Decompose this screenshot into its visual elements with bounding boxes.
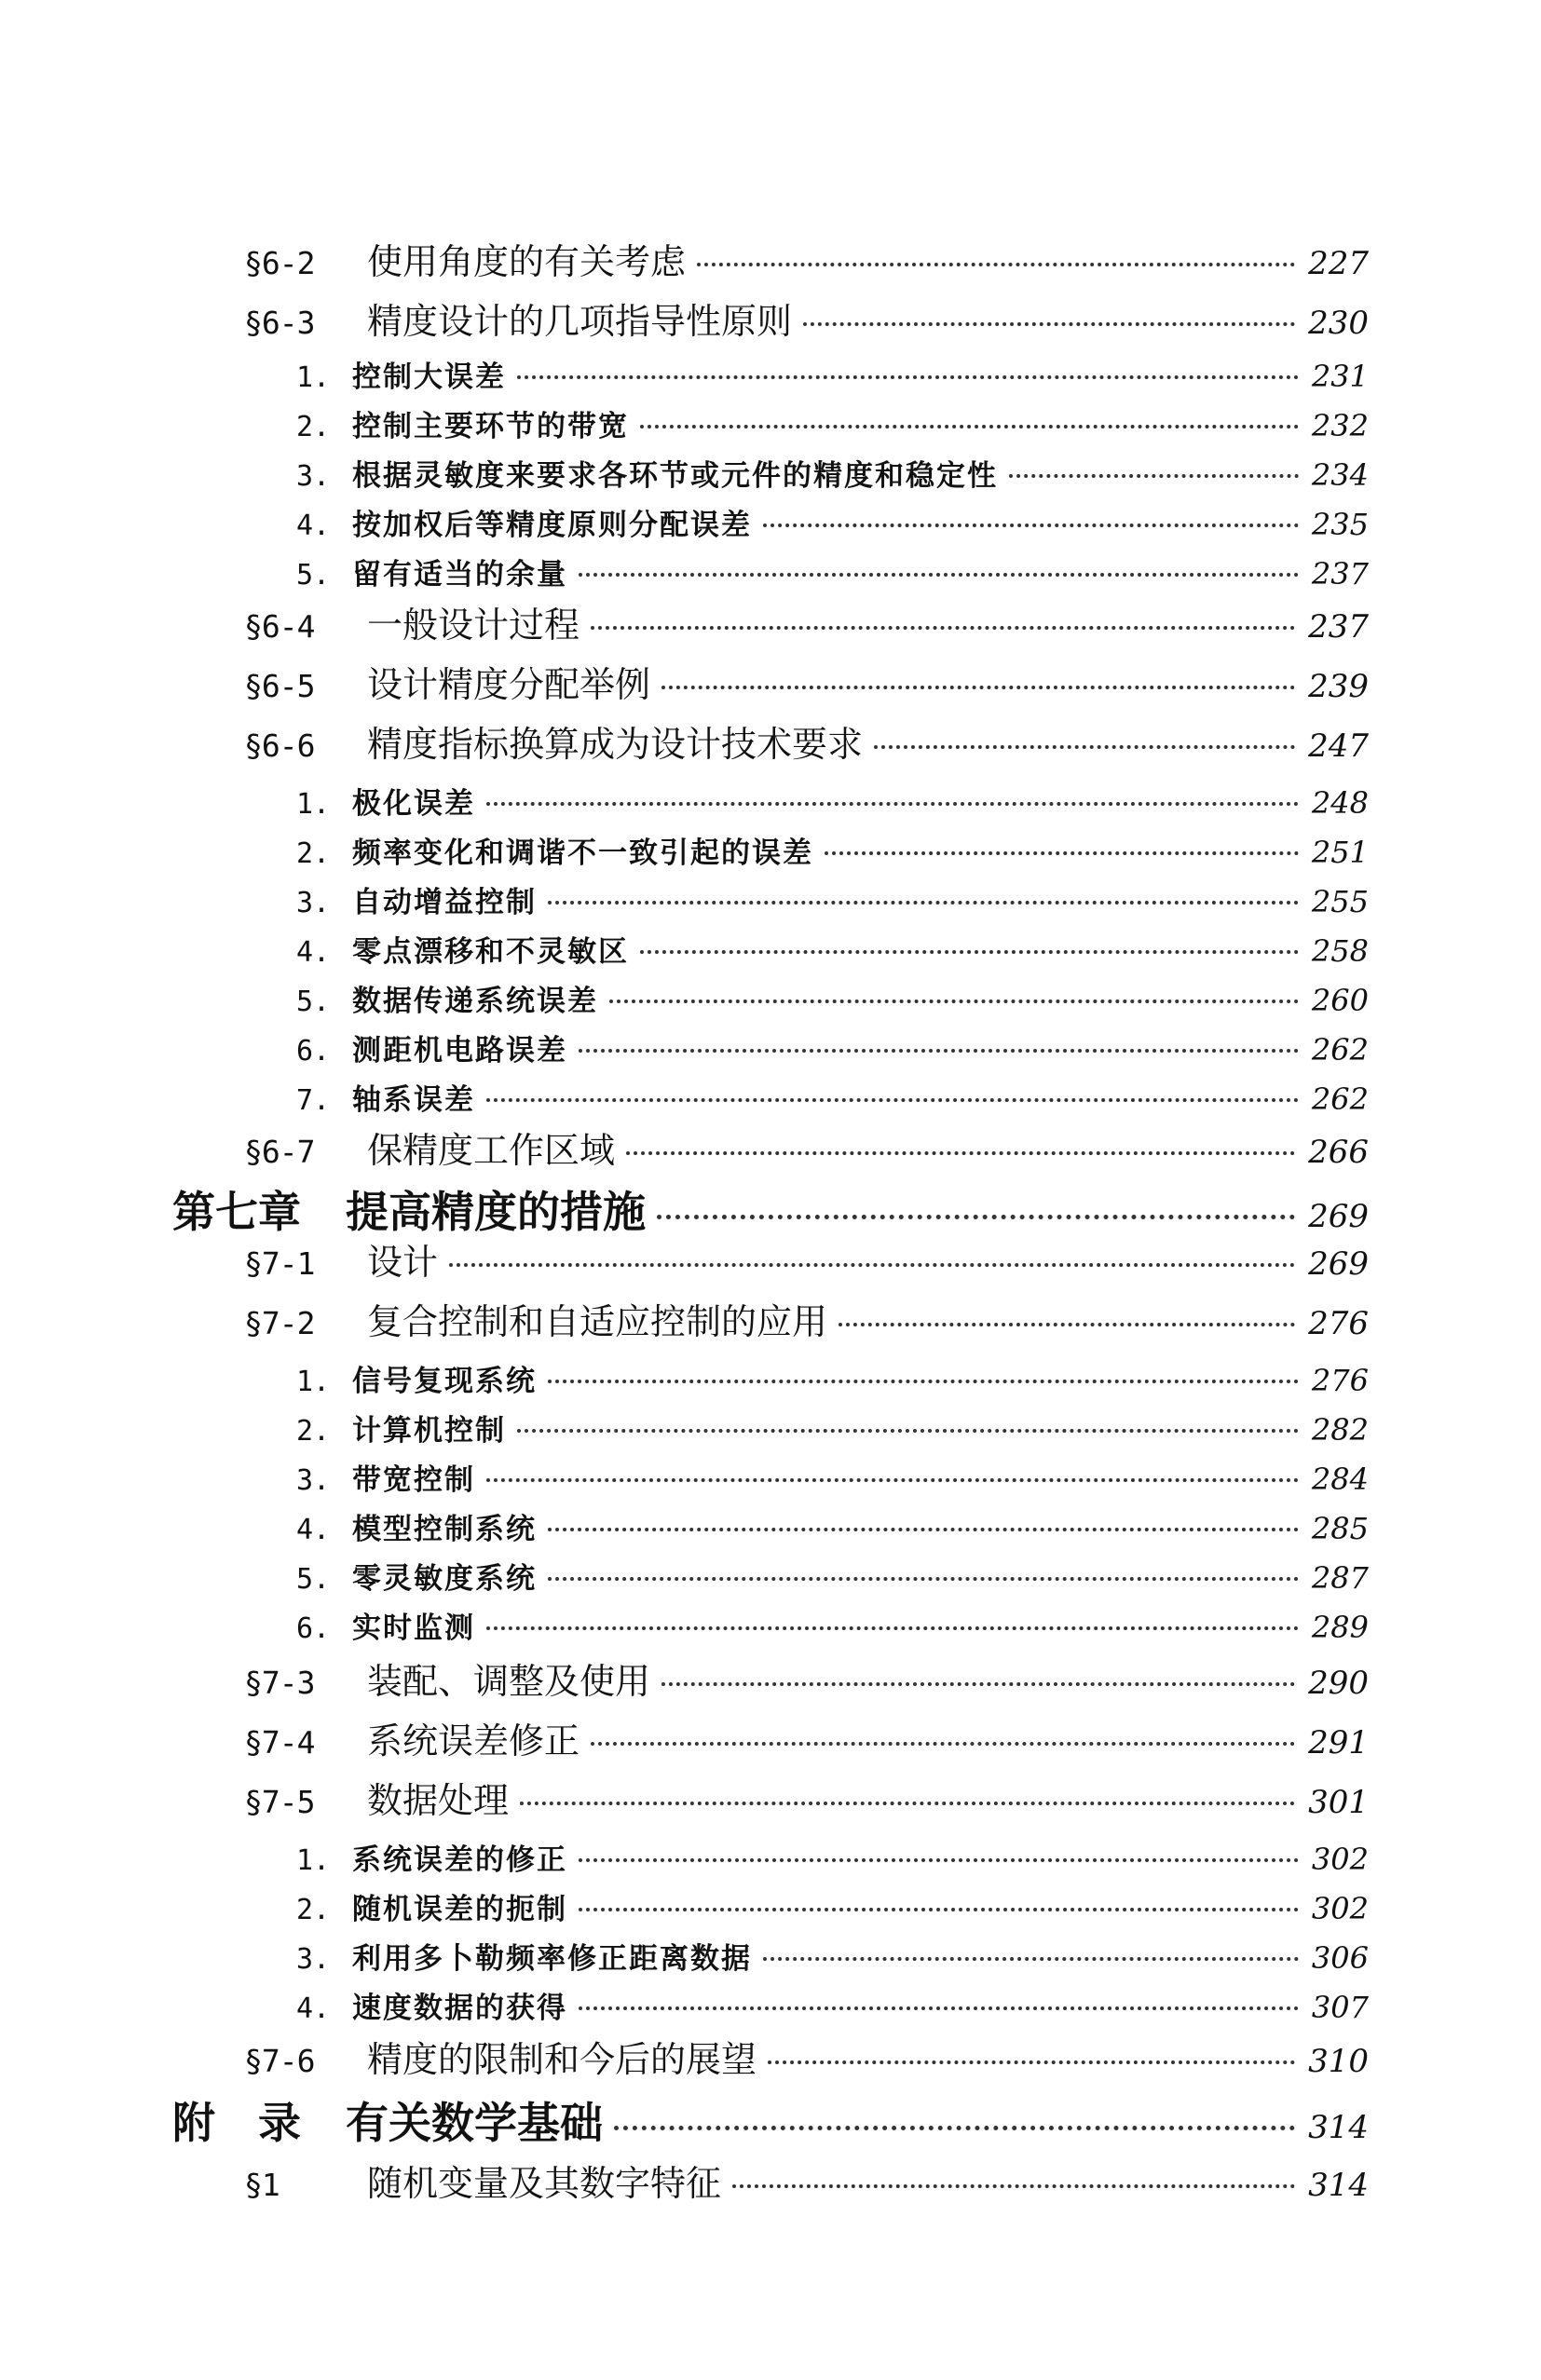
toc-subsection <box>296 1844 1369 1875</box>
toc-page-number: 232 <box>1311 408 1369 443</box>
toc-entry-title: 模型控制系统 <box>352 1513 537 1546</box>
toc-subsection <box>296 1412 1369 1448</box>
toc-entry-number: §7-6 <box>244 2043 315 2079</box>
toc-entry-title: 随机误差的扼制 <box>352 1893 567 1926</box>
dot-leader <box>548 1380 1299 1383</box>
dot-leader <box>697 263 1295 266</box>
toc-page-number: 302 <box>1311 1842 1369 1877</box>
toc-page-number: 291 <box>1308 1724 1369 1761</box>
dot-leader <box>591 1742 1295 1746</box>
toc-entry-number: 4. <box>296 936 331 969</box>
toc-page-number: 276 <box>1308 1305 1369 1342</box>
toc-entry-title: 系统误差的修正 <box>352 1843 567 1877</box>
toc-entry-number: 4. <box>296 510 331 542</box>
dot-leader <box>661 1682 1295 1686</box>
toc-entry-title: 实时监测 <box>352 1612 475 1645</box>
toc-subsection <box>296 1363 1369 1398</box>
toc-subsection <box>296 457 1369 493</box>
toc-entry-number: §1 <box>244 2167 280 2203</box>
toc-section <box>244 724 1369 765</box>
dot-leader <box>486 1098 1299 1102</box>
dot-leader <box>486 802 1299 806</box>
toc-page-number: 237 <box>1311 556 1369 592</box>
toc-entry-title: 频率变化和调谐不一致引起的误差 <box>352 836 813 870</box>
dot-leader <box>449 1263 1295 1267</box>
toc-entry-title: 测距机电路误差 <box>352 1034 567 1068</box>
toc-page-number: 237 <box>1308 608 1369 646</box>
toc-section <box>244 1130 1369 1171</box>
toc-entry-number: 6. <box>296 1612 331 1645</box>
toc-page-number: 247 <box>1308 728 1369 765</box>
toc-page-number: 269 <box>1308 1245 1369 1283</box>
toc-entry-number: 3. <box>296 1943 331 1976</box>
toc-page-number: 255 <box>1311 884 1369 919</box>
toc-chapter <box>172 1187 1369 1237</box>
toc-entry-number: 附 录 <box>172 2098 301 2148</box>
dot-leader <box>520 1802 1295 1805</box>
toc-page-number: 310 <box>1308 2043 1369 2080</box>
dot-leader <box>486 1478 1299 1482</box>
toc-entry-number: 5. <box>296 986 331 1018</box>
toc-page-number: 262 <box>1311 1081 1369 1117</box>
toc-page-number: 284 <box>1311 1462 1369 1497</box>
toc-entry-number: 3. <box>296 1464 331 1497</box>
dot-leader <box>763 524 1299 527</box>
toc-section <box>244 1720 1369 1761</box>
toc-entry-title: 控制主要环节的带宽 <box>352 410 629 443</box>
toc-entry-number: §6-5 <box>244 668 315 704</box>
toc-subsection <box>296 1560 1369 1596</box>
toc-subsection <box>296 1464 1369 1495</box>
toc-entry-number: §6-6 <box>244 728 315 764</box>
toc-entry-title: 设计 <box>367 1242 439 1283</box>
toc-entry-number: 2. <box>296 837 331 870</box>
toc-section <box>244 1242 1369 1283</box>
toc-page-number: 231 <box>1311 359 1369 394</box>
dot-leader <box>548 901 1299 904</box>
toc-entry-title: 数据传递系统误差 <box>352 985 598 1018</box>
toc-section <box>244 1661 1369 1702</box>
toc-entry-number: 1. <box>296 788 331 821</box>
toc-page-number: 282 <box>1311 1412 1369 1448</box>
toc-section <box>244 1780 1369 1821</box>
toc-entry-number: 1. <box>296 1366 331 1398</box>
toc-entry-number: 第七章 <box>172 1187 301 1237</box>
dot-leader <box>803 322 1295 326</box>
toc-page-number: 262 <box>1311 1032 1369 1068</box>
toc-page-number: 314 <box>1308 2167 1369 2204</box>
toc-entry-number: 3. <box>296 887 331 919</box>
toc-section <box>244 2039 1369 2080</box>
toc-subsection <box>296 884 1369 919</box>
toc-page-number: 260 <box>1311 983 1369 1018</box>
toc-entry-number: 2. <box>296 1894 331 1926</box>
toc-entry-title: 设计精度分配举例 <box>367 664 651 705</box>
toc-subsection <box>296 785 1369 821</box>
toc-subsection <box>296 507 1369 542</box>
toc-page-number: 276 <box>1311 1363 1369 1398</box>
toc-page-number: 227 <box>1308 245 1369 282</box>
toc-page-number: 307 <box>1311 1990 1369 2025</box>
toc-entry-title: 计算机控制 <box>352 1414 506 1448</box>
toc-page-number: 302 <box>1311 1891 1369 1926</box>
toc-entry-title: 控制大误差 <box>352 360 506 394</box>
toc-section <box>244 605 1369 646</box>
toc-entry-title: 系统误差修正 <box>367 1720 580 1761</box>
toc-entry-number: §7-5 <box>244 1784 315 1820</box>
toc-subsection <box>296 1081 1369 1117</box>
dot-leader <box>763 1957 1299 1961</box>
toc-section <box>244 241 1369 282</box>
toc-entry-number: 2. <box>296 1415 331 1448</box>
dot-leader <box>548 1577 1299 1581</box>
toc-subsection <box>296 408 1369 443</box>
dot-leader <box>640 425 1299 428</box>
toc-entry-number: 3. <box>296 460 331 493</box>
toc-chapter <box>172 2098 1369 2148</box>
toc-entry-number: §6-7 <box>244 1134 315 1170</box>
toc-entry-number: 2. <box>296 411 331 443</box>
toc-subsection <box>296 933 1369 969</box>
dot-leader <box>517 375 1299 379</box>
toc-entry-number: 1. <box>296 361 331 394</box>
dot-leader <box>657 1215 1295 1219</box>
toc-page-number: 248 <box>1311 785 1369 821</box>
toc-entry-title: 精度指标换算成为设计技术要求 <box>367 724 864 765</box>
toc-section <box>244 1301 1369 1342</box>
dot-leader <box>874 745 1295 749</box>
dot-leader <box>517 1429 1299 1433</box>
toc-entry-title: 有关数学基础 <box>346 2098 603 2148</box>
toc-entry-title: 复合控制和自适应控制的应用 <box>367 1301 828 1342</box>
dot-leader <box>486 1626 1299 1630</box>
toc-entry-title: 极化误差 <box>352 787 475 821</box>
toc-subsection <box>296 1511 1369 1546</box>
dot-leader <box>661 686 1295 689</box>
dot-leader <box>1009 474 1299 478</box>
toc-page-number: 251 <box>1311 835 1369 870</box>
toc-subsection <box>296 1032 1369 1068</box>
toc-subsection <box>296 1891 1369 1926</box>
toc-entry-number: 7. <box>296 1084 331 1117</box>
dot-leader <box>732 2184 1295 2188</box>
dot-leader <box>579 1049 1299 1053</box>
toc-entry-number: 5. <box>296 1563 331 1596</box>
toc-entry-title: 随机变量及其数字特征 <box>367 2163 722 2204</box>
toc-entry-title: 零灵敏度系统 <box>352 1562 537 1596</box>
toc-entry-title: 精度设计的几项指导性原则 <box>367 301 793 342</box>
toc-entry-number: 1. <box>296 1844 331 1877</box>
toc-subsection <box>296 983 1369 1018</box>
toc-page-number: 289 <box>1311 1610 1369 1645</box>
dot-leader <box>579 2006 1299 2010</box>
toc-page-number: 235 <box>1311 507 1369 542</box>
dot-leader <box>839 1323 1295 1326</box>
dot-leader <box>609 1000 1299 1003</box>
dot-leader <box>626 1151 1295 1155</box>
toc-page-number: 301 <box>1308 1784 1369 1821</box>
toc-page-number: 285 <box>1311 1511 1369 1546</box>
dot-leader <box>591 626 1295 630</box>
toc-page-number: 306 <box>1311 1940 1369 1976</box>
toc-entry-title: 轴系误差 <box>352 1083 475 1117</box>
toc-entry-title: 一般设计过程 <box>367 605 580 646</box>
toc-page-number: 266 <box>1308 1134 1369 1171</box>
toc-entry-title: 精度的限制和今后的展望 <box>367 2039 757 2080</box>
toc-entry-title: 利用多卜勒频率修正距离数据 <box>352 1942 752 1976</box>
toc-entry-number: §7-4 <box>244 1724 315 1761</box>
toc-entry-title: 留有适当的余量 <box>352 558 567 592</box>
dot-leader <box>640 950 1299 954</box>
toc-subsection <box>296 837 1369 868</box>
toc-page-number: 314 <box>1308 2109 1369 2146</box>
dot-leader <box>614 2126 1295 2130</box>
dot-leader <box>548 1528 1299 1531</box>
toc-page-number: 234 <box>1311 457 1369 493</box>
toc-entry-number: §7-1 <box>244 1245 315 1282</box>
toc-entry-number: 4. <box>296 1514 331 1546</box>
toc-page-number: 239 <box>1308 668 1369 705</box>
toc-entry-number: 6. <box>296 1035 331 1068</box>
toc-subsection <box>296 1940 1369 1976</box>
toc-entry-title: 装配、调整及使用 <box>367 1661 651 1702</box>
toc-section <box>244 664 1369 705</box>
toc-subsection <box>296 1992 1369 2023</box>
toc-entry-title: 速度数据的获得 <box>352 1992 567 2025</box>
toc-entry-title: 提高精度的措施 <box>346 1187 646 1237</box>
toc-entry-title: 带宽控制 <box>352 1463 475 1497</box>
toc-entry-title: 使用角度的有关考虑 <box>367 241 687 282</box>
toc-entry-title: 数据处理 <box>367 1780 510 1821</box>
toc-subsection <box>296 556 1369 592</box>
toc-page-number: 290 <box>1308 1665 1369 1702</box>
dot-leader <box>768 2060 1295 2064</box>
toc-entry-number: §6-4 <box>244 608 315 645</box>
toc-entry-title: 自动增益控制 <box>352 886 537 919</box>
toc-page-number: 230 <box>1308 305 1369 342</box>
toc-section <box>244 301 1369 342</box>
toc-entry-title: 按加权后等精度原则分配误差 <box>352 509 752 542</box>
toc-page-number: 287 <box>1311 1560 1369 1596</box>
toc-entry-number: §7-2 <box>244 1305 315 1341</box>
toc-subsection <box>296 1612 1369 1643</box>
toc-page-number: 269 <box>1308 1198 1369 1235</box>
toc-entry-number: 5. <box>296 559 331 592</box>
dot-leader <box>579 1908 1299 1911</box>
toc-entry-number: §7-3 <box>244 1665 315 1701</box>
dot-leader <box>825 851 1299 855</box>
dot-leader <box>579 573 1299 577</box>
toc-entry-number: 4. <box>296 1992 331 2025</box>
toc-section <box>244 2163 1369 2204</box>
toc-subsection <box>296 361 1369 392</box>
toc-entry-title: 保精度工作区域 <box>367 1130 616 1171</box>
toc-entry-title: 信号复现系统 <box>352 1365 537 1398</box>
toc-page-number: 258 <box>1311 933 1369 969</box>
toc-entry-title: 零点漂移和不灵敏区 <box>352 935 629 969</box>
dot-leader <box>579 1858 1299 1862</box>
toc-entry-number: §6-2 <box>244 245 315 281</box>
toc-entry-title: 根据灵敏度来要求各环节或元件的精度和稳定性 <box>352 459 998 493</box>
toc-entry-number: §6-3 <box>244 305 315 341</box>
